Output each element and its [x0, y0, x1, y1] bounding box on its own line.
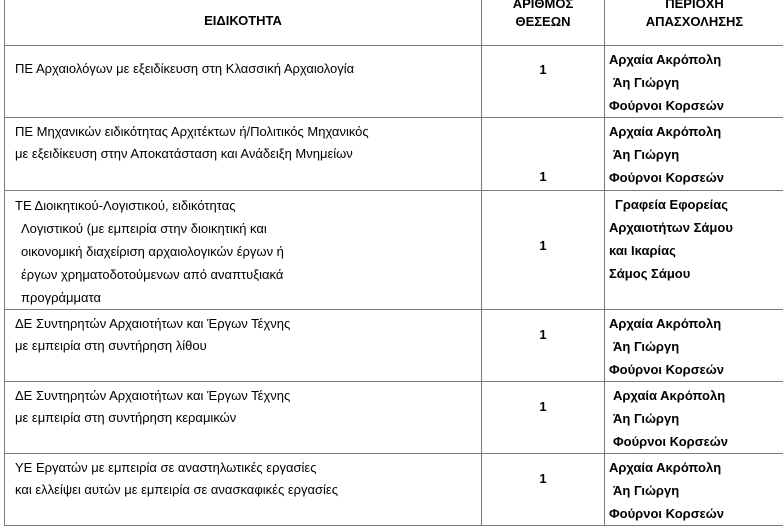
specialty-line: με εμπειρία στη συντήρηση λίθου: [15, 335, 475, 357]
header-specialty: ΕΙΔΙΚΟΤΗΤΑ: [5, 0, 482, 46]
area-line: Γραφεία Εφορείας: [609, 193, 783, 216]
positions-table: [4, 0, 783, 526]
area-line: Αρχαία Ακρόπολη: [609, 312, 783, 335]
area-cell: [605, 310, 783, 382]
area-line: Φούρνοι Κορσεών: [609, 502, 783, 525]
table-row: [5, 191, 783, 310]
specialty-line: ΥΕ Εργατών με εμπειρία σε αναστηλωτικές εργασίες: [15, 457, 475, 479]
area-line: Άη Γιώργη: [609, 407, 783, 430]
area-line: και Ικαρίας: [609, 239, 783, 262]
specialty-cell: [5, 310, 482, 382]
specialty-line: και ελλείψει αυτών με εμπειρία σε ανασκαφικές εργασίες: [15, 479, 475, 501]
area-line: Άη Γιώργη: [609, 479, 783, 502]
specialty-cell: [5, 46, 482, 118]
table-row: [5, 118, 783, 191]
specialty-line: ΔΕ Συντηρητών Αρχαιοτήτων και Έργων Τέχνης: [15, 385, 475, 407]
specialty-line: ΠΕ Αρχαιολόγων με εξειδίκευση στη Κλασσική Αρχαιολογία: [15, 58, 475, 80]
positions-cell: [482, 310, 605, 382]
specialty-line: Λογιστικού (με εμπειρία στην διοικητική και: [15, 217, 475, 240]
positions-cell: [482, 382, 605, 454]
area-cell: [605, 46, 783, 118]
area-line: Άη Γιώργη: [609, 335, 783, 358]
specialty-line: με εμπειρία στη συντήρηση κεραμικών: [15, 407, 475, 429]
area-line: Αρχαία Ακρόπολη: [609, 48, 783, 71]
header-positions-line1: ΑΡΙΘΜΟΣ: [482, 0, 604, 13]
specialty-cell: [5, 191, 482, 310]
positions-count: 1: [482, 382, 604, 418]
area-line: Σάμος Σάμου: [609, 262, 783, 285]
specialty-line: ΠΕ Μηχανικών ειδικότητας Αρχιτέκτων ή/Πολιτικός Μηχανικός: [15, 121, 475, 143]
positions-count: 1: [482, 118, 604, 188]
specialty-cell: [5, 454, 482, 526]
area-line: Άη Γιώργη: [609, 71, 783, 94]
positions-cell: [482, 118, 605, 191]
specialty-line: ΔΕ Συντηρητών Αρχαιοτήτων και Έργων Τέχνης: [15, 313, 475, 335]
area-cell: [605, 382, 783, 454]
positions-cell: [482, 454, 605, 526]
positions-count: 1: [482, 46, 604, 81]
positions-count: 1: [482, 310, 604, 346]
specialty-line: με εξειδίκευση στην Αποκατάσταση και Ανάδειξη Μνημείων: [15, 143, 475, 165]
area-line: Φούρνοι Κορσεών: [609, 430, 783, 453]
header-positions-line2: ΘΕΣΕΩΝ: [482, 13, 604, 31]
area-line: Φούρνοι Κορσεών: [609, 358, 783, 381]
area-cell: [605, 191, 783, 310]
area-line: Φούρνοι Κορσεών: [609, 166, 783, 189]
positions-count: 1: [482, 454, 604, 490]
header-positions: [482, 0, 605, 46]
area-line: Άη Γιώργη: [609, 143, 783, 166]
table-row: [5, 310, 783, 382]
area-line: Αρχαιοτήτων Σάμου: [609, 216, 783, 239]
area-line: Αρχαία Ακρόπολη: [609, 384, 783, 407]
table-row: [5, 382, 783, 454]
area-line: Αρχαία Ακρόπολη: [609, 456, 783, 479]
specialty-line: ΤΕ Διοικητικού-Λογιστικού, ειδικότητας: [15, 194, 475, 217]
table-row: [5, 454, 783, 526]
specialty-cell: [5, 382, 482, 454]
header-area-line1: ΠΕΡΙΟΧΗ: [605, 0, 783, 13]
specialty-line: έργων χρηματοδοτούμενων από αναπτυξιακά: [15, 263, 475, 286]
positions-cell: [482, 46, 605, 118]
header-area-line2: ΑΠΑΣΧΟΛΗΣΗΣ: [605, 13, 783, 31]
specialty-cell: [5, 118, 482, 191]
specialty-line: οικονομική διαχείριση αρχαιολογικών έργων ή: [15, 240, 475, 263]
positions-cell: [482, 191, 605, 310]
area-line: Αρχαία Ακρόπολη: [609, 120, 783, 143]
area-line: Φούρνοι Κορσεών: [609, 94, 783, 117]
table-header-row: [5, 0, 783, 46]
positions-count: 1: [482, 191, 604, 257]
specialty-line: προγράμματα: [15, 286, 475, 309]
table-row: [5, 46, 783, 118]
area-cell: [605, 118, 783, 191]
header-area: [605, 0, 783, 46]
area-cell: [605, 454, 783, 526]
